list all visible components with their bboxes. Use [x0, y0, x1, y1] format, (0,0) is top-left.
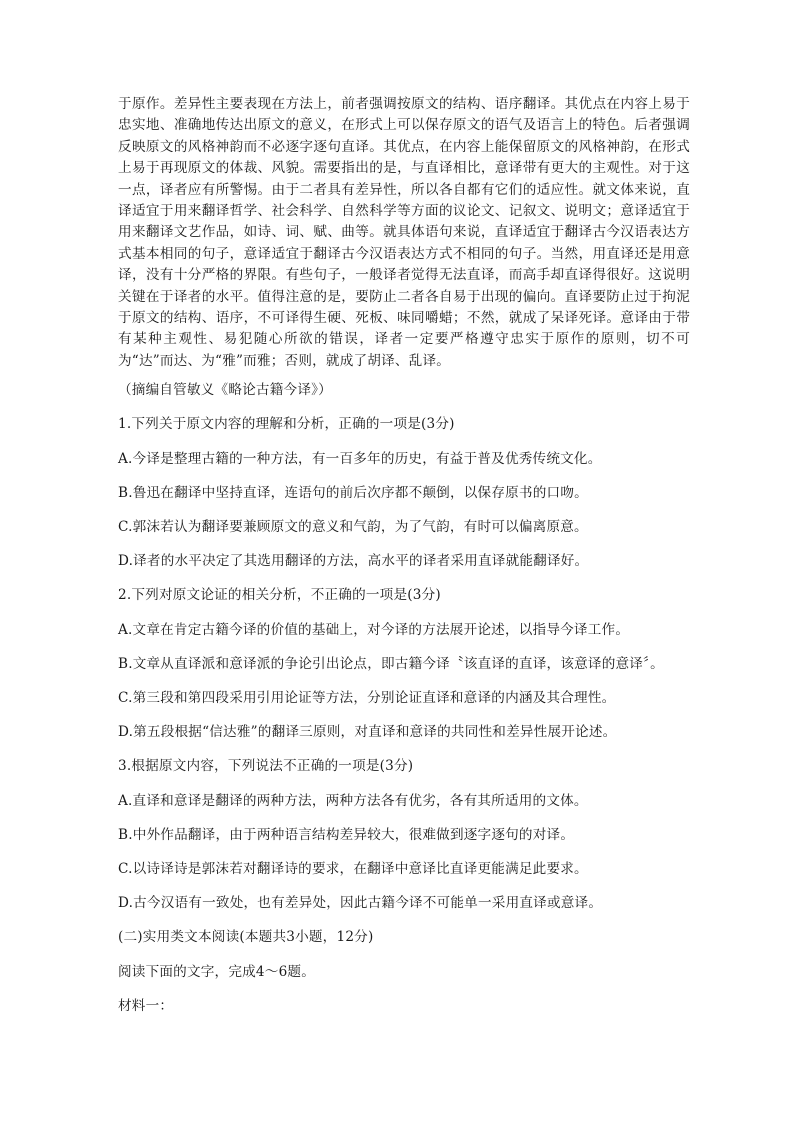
question-1-stem: 1.下列关于原文内容的理解和分析，正确的一项是(3分) — [118, 416, 455, 432]
question-3-option-d: D.古今汉语有一致处，也有差异处，因此古籍今译不可能单一采用直译或意译。 — [118, 895, 603, 911]
source-citation: （摘编自管敏义《略论古籍今译》） — [118, 382, 332, 398]
question-1-option-a: A.今译是整理古籍的一种方法，有一百多年的历史，有益于普及优秀传统文化。 — [118, 451, 602, 467]
question-2-option-b: B.文章从直译派和意译派的争论引出论点，即古籍今译〝该直译的直译，该意译的意译〞。 — [118, 656, 664, 672]
question-3-option-b: B.中外作品翻译，由于两种语言结构差异较大，很难做到逐字逐句的对译。 — [118, 827, 575, 843]
question-1-option-c: C.郭沫若认为翻译要兼顾原文的意义和气韵，为了气韵，有时可以偏离原意。 — [118, 519, 588, 535]
question-2-stem: 2.下列对原文论证的相关分析，不正确的一项是(3分) — [118, 587, 441, 603]
question-2-option-c: C.第三段和第四段采用引用论证等方法，分别论证直译和意译的内涵及其合理性。 — [118, 690, 616, 706]
question-3-stem: 3.根据原文内容，下列说法不正确的一项是(3分) — [118, 758, 414, 774]
section-2-heading: (二)实用类文本阅读(本题共3小题，12分) — [118, 929, 374, 945]
passage-paragraph: 于原作。差异性主要表现在方法上，前者强调按原文的结构、语序翻译。其优点在内容上易于忠实地、准确地传达出原文的意义，在形式上可以保存原文的语气及语言上的特色。后者强调反映原文的风格神韵而不必逐字逐句直译。其优点，在内容上能保留原文的风格神韵，在形式上易于再现原文的体裁、风貌。需要指出的是，与直译相比，意译带有更大的主观性。对于这一点，译者应有所警惕。由于二者具有差异性，所以各自都有它们的适应性。就文体来说，直译适宜于用来翻译哲学、社会科学、自然科学等方面的议论文、记叙文、说明文；意译适宜于用来翻译文艺作品，如诗、词、赋、曲等。就具体语句来说，直译适宜于翻译古今汉语表达方式基本相同的句子，意译适宜于翻译古今汉语表达方式不相同的句子。当然，用直译还是用意译，没有十分严格的界限。有些句子，一般译者觉得无法直译，而高手却直译得很好。这说明关键在于译者的水平。值得注意的是，要防止二者各自易于出现的偏向。直译要防止过于拘泥于原文的结构、语序，不可译得生硬、死板、味同嚼蜡；不然，就成了呆译死译。意译由于带有某种主观性、易犯随心所欲的错误，译者一定要严格遵守忠实于原作的原则，切不可为“达”而达、为“雅”而雅；否则，就成了胡译、乱译。 — [118, 96, 690, 369]
material-1-label: 材料一： — [118, 998, 174, 1014]
question-2-option-a: A.文章在肯定古籍今译的价值的基础上，对今译的方法展开论述，以指导今译工作。 — [118, 622, 630, 638]
question-3-option-c: C.以诗译诗是郭沫若对翻译诗的要求，在翻译中意译比直译更能满足此要求。 — [118, 861, 588, 877]
question-2-option-d: D.第五段根据“信达雅”的翻译三原则，对直译和意译的共同性和差异性展开论述。 — [118, 724, 617, 740]
question-1-option-d: D.译者的水平决定了其选用翻译的方法，高水平的译者采用直译就能翻译好。 — [118, 553, 589, 569]
section-2-instruction: 阅读下面的文字，完成4～6题。 — [118, 964, 316, 980]
question-1-option-b: B.鲁迅在翻译中坚持直译，连语句的前后次序都不颠倒，以保存原书的口吻。 — [118, 485, 588, 501]
passage — [118, 94, 690, 372]
question-3-option-a: A.直译和意译是翻译的两种方法，两种方法各有优劣，各有其所适用的文体。 — [118, 793, 588, 809]
